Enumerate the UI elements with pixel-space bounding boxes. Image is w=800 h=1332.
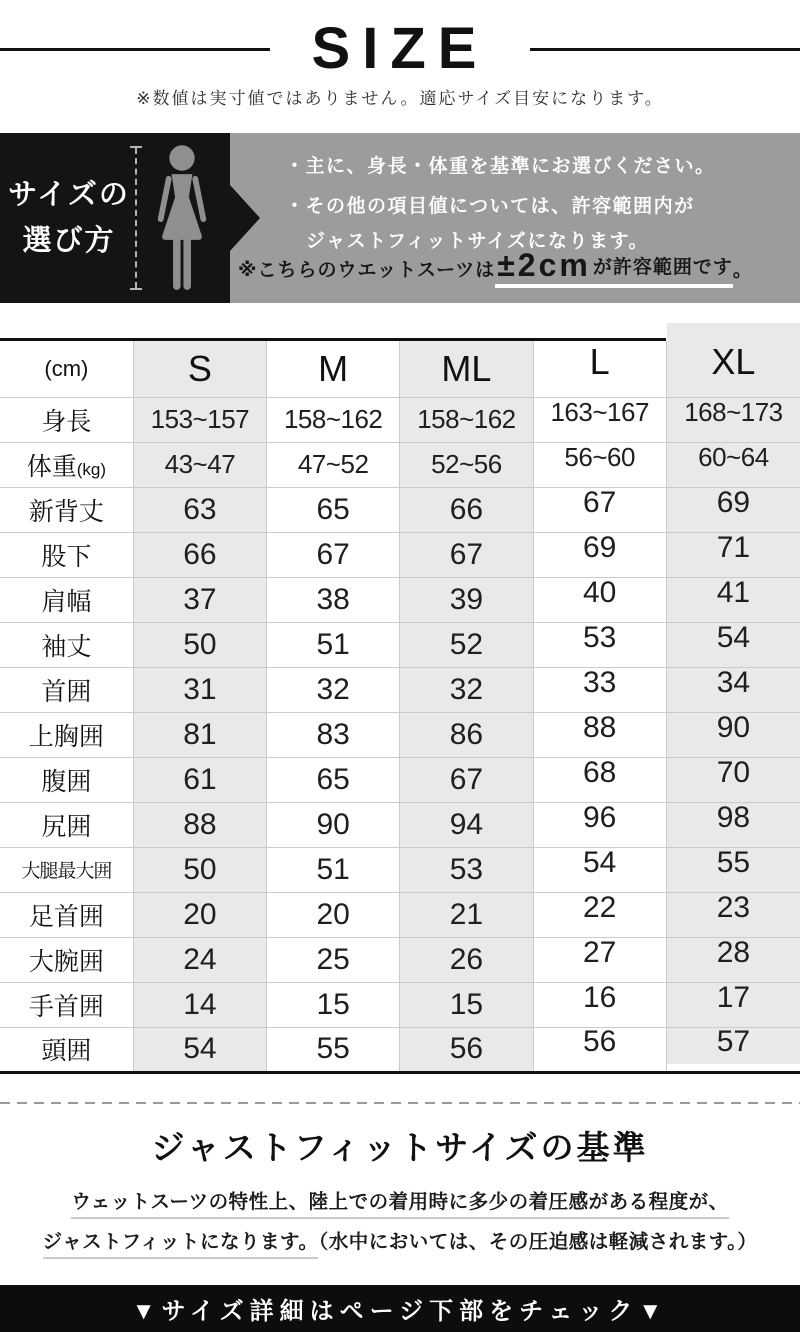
row-label-text: 大腕囲	[28, 947, 104, 976]
size-value: 67	[449, 537, 484, 571]
size-value-cell	[666, 982, 800, 1027]
row-label	[0, 802, 133, 847]
size-value: 96	[583, 800, 617, 834]
size-value-cell	[533, 487, 666, 532]
chooser-text-panel	[230, 133, 800, 303]
size-value-cell	[267, 622, 400, 667]
size-value: 90	[316, 807, 350, 841]
dashed-divider	[0, 1102, 800, 1104]
row-label	[0, 982, 133, 1027]
table-row	[0, 622, 800, 667]
size-value: 31	[183, 672, 217, 706]
size-value: 66	[183, 537, 217, 571]
size-value-cell	[533, 532, 666, 577]
column-header-s: S	[133, 341, 266, 397]
chooser-bullet-2-line2: ジャストフィットサイズになります。	[306, 231, 649, 252]
table-row	[0, 892, 800, 937]
row-label	[0, 397, 133, 442]
size-value: 68	[583, 755, 617, 789]
row-label-text: 足首囲	[28, 902, 104, 931]
column-header-l: L	[533, 341, 666, 397]
size-value-cell	[133, 397, 266, 442]
size-value-cell	[533, 802, 666, 847]
size-value-cell	[400, 937, 533, 982]
size-value: 38	[316, 582, 350, 616]
size-value: 56	[449, 1032, 484, 1065]
size-value: 50	[183, 627, 217, 661]
size-value: 20	[183, 897, 217, 931]
chooser-bullet-1: ・主に、身長・体重を基準にお選びください。	[285, 156, 716, 177]
size-value-cell	[133, 667, 266, 712]
chooser-left-panel	[0, 133, 230, 303]
size-value-cell	[533, 667, 666, 712]
size-value-cell	[400, 397, 533, 442]
size-value: 40	[583, 575, 617, 609]
size-value: 14	[183, 987, 217, 1021]
size-value-cell	[666, 397, 800, 442]
header-note: ※数値は実寸値ではありません。適応サイズ目安になります。	[136, 89, 664, 108]
size-value: 52~56	[431, 449, 502, 479]
size-value: 53	[449, 852, 484, 886]
justfit-underlined: ジャストフィットになります。	[43, 1231, 319, 1259]
size-value: 71	[716, 530, 751, 564]
size-value-cell	[666, 847, 800, 892]
size-value-cell	[533, 847, 666, 892]
size-value-cell	[267, 892, 400, 937]
size-value-cell	[533, 1027, 666, 1072]
size-value-cell	[267, 982, 400, 1027]
size-value-cell	[267, 667, 400, 712]
size-value: 25	[316, 942, 350, 976]
size-value-cell	[666, 622, 800, 667]
size-value: 67	[449, 762, 484, 796]
size-value: 65	[316, 762, 350, 796]
row-label	[0, 667, 133, 712]
size-value-cell	[533, 397, 666, 442]
right-arrow-icon	[230, 185, 260, 251]
size-value-cell	[267, 802, 400, 847]
size-value-cell	[133, 442, 266, 487]
size-value-cell	[267, 937, 400, 982]
table-row	[0, 397, 800, 442]
size-value: 28	[716, 935, 751, 969]
tolerance-value: ±2cm	[497, 247, 591, 283]
size-value-cell	[400, 1027, 533, 1072]
size-value-cell	[267, 847, 400, 892]
size-value-cell	[400, 802, 533, 847]
size-value: 34	[716, 665, 751, 699]
tolerance-period: 。	[732, 260, 753, 281]
size-value: 54	[183, 1032, 217, 1065]
size-value: 23	[716, 890, 751, 924]
table-row	[0, 487, 800, 532]
size-value-cell	[533, 982, 666, 1027]
size-value-cell	[533, 622, 666, 667]
chooser-label-line2: 選び方	[22, 225, 116, 257]
size-value-cell	[267, 532, 400, 577]
row-label	[0, 712, 133, 757]
row-label	[0, 1027, 133, 1072]
row-label	[0, 757, 133, 802]
size-value: 52	[449, 627, 484, 661]
size-value-cell	[400, 892, 533, 937]
size-value: 47~52	[297, 449, 369, 479]
size-value: 51	[316, 627, 350, 661]
size-value-cell	[533, 757, 666, 802]
size-value-cell	[267, 487, 400, 532]
justfit-rest: （水中においては、その圧迫感は軽減されます。）	[318, 1230, 758, 1253]
row-label-text: 上胸囲	[28, 722, 104, 751]
size-value: 20	[316, 897, 350, 931]
size-value-cell	[533, 937, 666, 982]
size-value: 15	[316, 987, 350, 1021]
size-value-cell	[133, 892, 266, 937]
size-value-cell	[666, 487, 800, 532]
size-value: 32	[316, 672, 350, 706]
size-value: 86	[449, 717, 484, 751]
chooser-label	[0, 172, 138, 264]
justfit-body-line2	[0, 1222, 800, 1262]
table-row	[0, 532, 800, 577]
footer-banner	[0, 1285, 800, 1332]
size-value-cell	[400, 577, 533, 622]
size-value: 15	[449, 987, 484, 1021]
size-chooser-banner	[0, 133, 800, 303]
table-header-row	[0, 341, 800, 397]
row-label-text: 腹囲	[41, 767, 92, 796]
size-value: 51	[316, 852, 350, 886]
row-label	[0, 937, 133, 982]
tolerance-prefix: ※こちらのウエットスーツは	[238, 260, 496, 281]
size-value: 27	[583, 935, 617, 969]
size-value-cell	[267, 757, 400, 802]
table-row	[0, 442, 800, 487]
size-value: 67	[316, 537, 350, 571]
row-label-text: 首囲	[41, 677, 92, 706]
size-value: 163~167	[550, 397, 649, 427]
size-value: 55	[316, 1032, 350, 1065]
size-value-cell	[400, 532, 533, 577]
size-value-cell	[400, 982, 533, 1027]
woman-silhouette-icon	[146, 143, 218, 293]
size-value: 17	[716, 980, 751, 1014]
table-row	[0, 937, 800, 982]
size-value: 37	[183, 582, 217, 616]
size-value-cell	[400, 622, 533, 667]
chooser-label-line1: サイズの	[8, 179, 130, 211]
size-table-section	[0, 341, 800, 1074]
size-value-cell	[133, 712, 266, 757]
row-label	[0, 847, 133, 892]
size-header	[0, 0, 800, 133]
size-value: 88	[183, 807, 217, 841]
table-top-border	[0, 338, 666, 341]
size-value-cell	[133, 622, 266, 667]
size-value: 66	[449, 492, 484, 526]
size-value: 60~64	[698, 442, 769, 472]
size-value: 26	[449, 942, 484, 976]
size-value: 94	[449, 807, 484, 841]
size-value-cell	[533, 892, 666, 937]
row-label	[0, 487, 133, 532]
size-value: 57	[716, 1025, 751, 1058]
footer-banner-text: ▼サイズ詳細はページ下部をチェック▼	[131, 1297, 669, 1325]
justfit-body	[0, 1182, 800, 1262]
size-value: 50	[183, 852, 217, 886]
table-row	[0, 577, 800, 622]
size-value-cell	[533, 442, 666, 487]
size-value-cell	[666, 757, 800, 802]
size-value: 81	[183, 717, 217, 751]
row-label-text: 大腿最大囲	[21, 861, 112, 882]
column-header-ml: ML	[400, 341, 533, 397]
row-label	[0, 577, 133, 622]
size-value: 21	[449, 897, 484, 931]
size-value-cell	[133, 577, 266, 622]
justfit-body-line1: ウェットスーツの特性上、陸上での着用時に多少の着圧感がある程度が、	[0, 1182, 800, 1222]
size-value-cell	[400, 667, 533, 712]
size-value-cell	[133, 802, 266, 847]
size-value-cell	[133, 982, 266, 1027]
size-value: 54	[716, 620, 751, 654]
size-value-cell	[666, 532, 800, 577]
row-label-text: 尻囲	[41, 812, 92, 841]
table-row	[0, 847, 800, 892]
size-value-cell	[666, 667, 800, 712]
row-label-text: 身長	[41, 407, 92, 436]
row-label-text: 股下	[41, 542, 92, 571]
table-row	[0, 982, 800, 1027]
size-value-cell	[267, 397, 400, 442]
size-value: 67	[583, 485, 617, 519]
size-value: 63	[183, 492, 217, 526]
size-value: 54	[583, 845, 617, 879]
size-value-cell	[267, 577, 400, 622]
row-label-text: 新背丈	[28, 497, 104, 526]
size-value: 16	[583, 980, 617, 1014]
size-value-cell	[133, 487, 266, 532]
title-row	[0, 0, 800, 81]
size-value: 168~173	[684, 397, 783, 427]
height-measure-dashed-line-icon	[130, 146, 142, 290]
table-row	[0, 757, 800, 802]
size-value-cell	[400, 487, 533, 532]
size-value: 65	[316, 492, 350, 526]
size-value: 83	[316, 717, 350, 751]
size-table	[0, 341, 800, 1074]
size-value: 43~47	[164, 449, 236, 479]
size-value: 22	[583, 890, 617, 924]
size-value: 53	[583, 620, 617, 654]
column-header-m: M	[267, 341, 400, 397]
size-value-cell	[267, 712, 400, 757]
row-label-text: 体重	[26, 452, 77, 481]
size-value-cell	[267, 1027, 400, 1072]
size-value-cell	[666, 937, 800, 982]
size-value-cell	[666, 802, 800, 847]
row-label	[0, 892, 133, 937]
table-row	[0, 1027, 800, 1072]
size-value-cell	[133, 847, 266, 892]
row-label-text: 頭囲	[41, 1037, 92, 1065]
size-value-cell	[133, 757, 266, 802]
size-value-cell	[400, 847, 533, 892]
size-value: 41	[716, 575, 751, 609]
size-value: 56~60	[564, 442, 635, 472]
size-value: 158~162	[417, 404, 516, 434]
size-value-cell	[533, 712, 666, 757]
size-value: 70	[716, 755, 751, 789]
tolerance-rest: が許容範囲です	[592, 256, 733, 278]
size-value: 56	[583, 1025, 617, 1058]
table-row	[0, 712, 800, 757]
size-value: 98	[716, 800, 751, 834]
size-value: 61	[183, 762, 217, 796]
chooser-bullet-2-line1: ・その他の項目値については、許容範囲内が	[285, 196, 695, 217]
table-row	[0, 667, 800, 712]
size-value: 39	[449, 582, 484, 616]
row-label-text: 袖丈	[41, 632, 92, 661]
tolerance-note	[238, 249, 753, 288]
tolerance-underlined	[495, 249, 733, 288]
size-value-cell	[400, 757, 533, 802]
size-value-cell	[666, 577, 800, 622]
column-header-xl: XL	[666, 341, 800, 397]
size-value-cell	[400, 442, 533, 487]
size-value-cell	[533, 577, 666, 622]
size-value: 88	[583, 710, 617, 744]
size-value-cell	[400, 712, 533, 757]
size-value: 69	[583, 530, 617, 564]
row-label	[0, 622, 133, 667]
justfit-heading: ジャストフィットサイズの基準	[151, 1128, 649, 1166]
row-label-unit: (kg)	[76, 459, 107, 479]
size-value-cell	[133, 532, 266, 577]
size-value: 33	[583, 665, 617, 699]
size-value-cell	[666, 712, 800, 757]
row-label	[0, 442, 133, 487]
size-value-cell	[666, 442, 800, 487]
size-value: 153~157	[150, 404, 250, 434]
size-value: 32	[449, 672, 484, 706]
row-label	[0, 532, 133, 577]
row-label-text: 肩幅	[41, 587, 92, 616]
table-row	[0, 802, 800, 847]
size-value: 69	[716, 485, 751, 519]
size-value: 90	[716, 710, 751, 744]
size-value: 55	[716, 845, 751, 879]
size-value-cell	[267, 442, 400, 487]
row-label-text: 手首囲	[28, 992, 104, 1021]
size-value-cell	[133, 937, 266, 982]
title-rule-right	[530, 48, 800, 51]
size-value-cell	[666, 892, 800, 937]
page-title: SIZE	[311, 16, 489, 81]
title-rule-left	[0, 48, 270, 51]
size-value-cell	[133, 1027, 266, 1072]
unit-header-cell: (cm)	[44, 355, 89, 381]
size-value: 158~162	[283, 404, 383, 434]
size-value: 24	[183, 942, 217, 976]
size-value-cell	[666, 1027, 800, 1072]
